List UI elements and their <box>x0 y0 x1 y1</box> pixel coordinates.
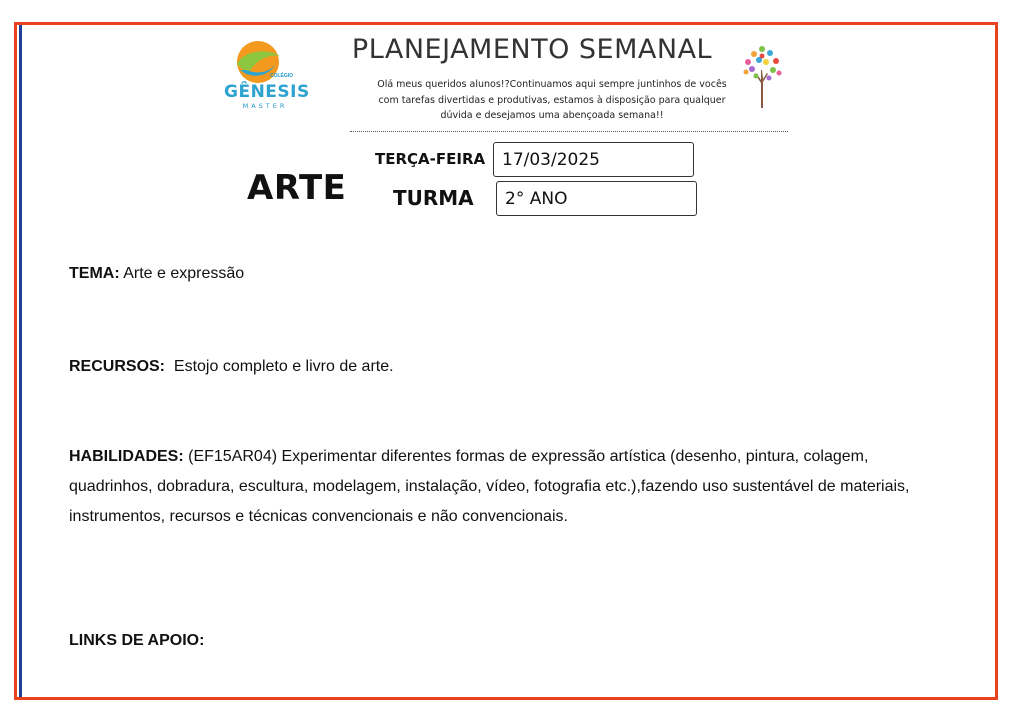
tema-section <box>69 259 939 289</box>
recursos-text: Estojo completo e livro de arte. <box>173 358 394 375</box>
date-field <box>493 142 694 177</box>
day-label: TERÇA-FEIRA <box>375 150 486 168</box>
class-field <box>496 181 697 216</box>
recursos-label: RECURSOS: <box>69 358 166 375</box>
links-label: LINKS DE APOIO: <box>69 632 205 649</box>
class-value: 2° ANO <box>505 188 568 209</box>
habilidades-label: HABILIDADES: <box>69 448 184 465</box>
class-label: TURMA <box>393 186 474 210</box>
subject-title: ARTE <box>247 168 347 208</box>
habilidades-section <box>69 442 939 532</box>
tree-icon <box>738 42 786 110</box>
logo-college-text: COLÉGIO <box>270 73 294 79</box>
recursos-section <box>69 352 939 382</box>
habilidades-text: (EF15AR04) Experimentar diferentes formas de expressão artística (desenho, pintura, colagem, quadrinhos, dobradura, escultura, modelagem, instalação, vídeo, fotografia etc.),fazendo uso sustentável de materiais, instrumentos, recursos e técnicas convencionais e não convencionais. <box>69 448 910 525</box>
page-title: PLANEJAMENTO SEMANAL <box>351 34 713 65</box>
date-value: 17/03/2025 <box>502 149 600 170</box>
logo-subtitle: MASTER <box>242 102 288 110</box>
accent-line <box>19 25 22 697</box>
logo-mark-icon <box>224 40 306 84</box>
intro-message: Olá meus queridos alunos!?Continuamos aqui sempre juntinhos de vocês com tarefas divertidas e produtivas, estamos à disposição para qualquer dúvida e desejamos uma abençoada semana!! <box>377 79 727 121</box>
logo-name: GÊNESIS <box>224 82 310 102</box>
school-logo <box>224 40 310 126</box>
tema-label: TEMA: <box>69 265 120 282</box>
header-divider <box>350 131 788 132</box>
links-section <box>69 626 939 656</box>
tema-text: Arte e expressão <box>123 265 245 282</box>
